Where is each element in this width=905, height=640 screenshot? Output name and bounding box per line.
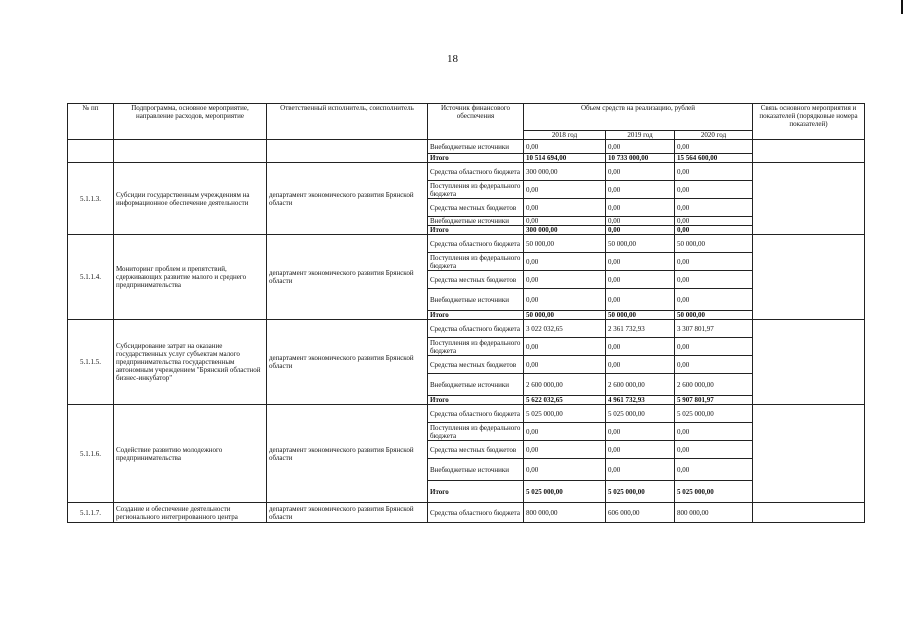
value-cell: 800 000,00: [524, 503, 606, 523]
value-cell: 300 000,00: [524, 226, 606, 235]
item-executor: департамент экономического развития Брянской области: [267, 405, 428, 503]
header-year: 2019 год: [606, 131, 675, 140]
value-cell: 15 564 600,00: [675, 154, 753, 163]
value-cell: 0,00: [675, 181, 753, 199]
source-cell: Итого: [428, 396, 524, 405]
value-cell: 2 600 000,00: [606, 374, 675, 396]
value-cell: 0,00: [524, 253, 606, 271]
page-number: 18: [447, 53, 458, 65]
value-cell: 0,00: [606, 199, 675, 217]
source-cell: Итого: [428, 311, 524, 320]
header-link: Связь основного мероприятия и показателей (порядковые номера показателей): [753, 104, 865, 140]
value-cell: 0,00: [606, 163, 675, 181]
value-cell: 0,00: [606, 181, 675, 199]
value-cell: 0,00: [675, 338, 753, 356]
source-cell: Средства местных бюджетов: [428, 271, 524, 289]
source-cell: Средства областного бюджета: [428, 320, 524, 338]
value-cell: 3 307 801,97: [675, 320, 753, 338]
value-cell: 0,00: [524, 459, 606, 481]
source-cell: Внебюджетные источники: [428, 459, 524, 481]
value-cell: 5 025 000,00: [524, 481, 606, 503]
source-cell: Поступления из федерального бюджета: [428, 181, 524, 199]
value-cell: 0,00: [606, 441, 675, 459]
value-cell: 0,00: [524, 356, 606, 374]
source-cell: Средства местных бюджетов: [428, 199, 524, 217]
source-cell: Средства областного бюджета: [428, 163, 524, 181]
source-cell: Внебюджетные источники: [428, 140, 524, 154]
value-cell: 0,00: [675, 459, 753, 481]
header-year: 2018 год: [524, 131, 606, 140]
source-cell: Средства областного бюджета: [428, 405, 524, 423]
item-program: Мониторинг проблем и препятствий, сдерживающих развитие малого и среднего предпринимательства: [114, 235, 267, 320]
link-cell: [753, 235, 865, 320]
value-cell: 0,00: [606, 253, 675, 271]
value-cell: 3 022 032,65: [524, 320, 606, 338]
header-executor: Ответственный исполнитель, соисполнитель: [267, 104, 428, 140]
value-cell: 0,00: [524, 181, 606, 199]
header-year: 2020 год: [675, 131, 753, 140]
item-program: Создание и обеспечение деятельности регионального интегрированного центра: [114, 503, 267, 523]
source-cell: Средства местных бюджетов: [428, 356, 524, 374]
value-cell: 5 025 000,00: [675, 481, 753, 503]
value-cell: 0,00: [675, 199, 753, 217]
value-cell: 5 907 801,97: [675, 396, 753, 405]
value-cell: 5 025 000,00: [606, 405, 675, 423]
value-cell: 50 000,00: [606, 311, 675, 320]
value-cell: 2 600 000,00: [524, 374, 606, 396]
source-cell: Средства областного бюджета: [428, 503, 524, 523]
header-volume: Объем средств на реализацию, рублей: [524, 104, 753, 131]
value-cell: 606 000,00: [606, 503, 675, 523]
value-cell: 50 000,00: [524, 311, 606, 320]
value-cell: 0,00: [606, 459, 675, 481]
value-cell: 0,00: [675, 356, 753, 374]
value-cell: 5 025 000,00: [524, 405, 606, 423]
source-row: [68, 405, 865, 423]
value-cell: 0,00: [524, 423, 606, 441]
header-program: Подпрограмма, основное мероприятие, направление расходов, мероприятие: [114, 104, 267, 140]
source-cell: Итого: [428, 154, 524, 163]
link-cell: [753, 320, 865, 405]
value-cell: 0,00: [606, 423, 675, 441]
link-cell: [753, 140, 865, 163]
value-cell: 2 600 000,00: [675, 374, 753, 396]
value-cell: 0,00: [524, 289, 606, 311]
value-cell: 0,00: [524, 199, 606, 217]
value-cell: 0,00: [606, 289, 675, 311]
item-program: Содействие развитию молодежного предпринимательства: [114, 405, 267, 503]
value-cell: 50 000,00: [524, 235, 606, 253]
value-cell: 5 622 032,65: [524, 396, 606, 405]
value-cell: 0,00: [524, 338, 606, 356]
link-cell: [753, 405, 865, 503]
value-cell: 10 514 694,00: [524, 154, 606, 163]
source-cell: Итого: [428, 481, 524, 503]
value-cell: 0,00: [675, 217, 753, 226]
item-executor: департамент экономического развития Брянской области: [267, 503, 428, 523]
source-cell: Внебюджетные источники: [428, 374, 524, 396]
value-cell: 0,00: [606, 271, 675, 289]
value-cell: 0,00: [675, 289, 753, 311]
item-number: 5.1.1.7.: [68, 503, 114, 523]
value-cell: 5 025 000,00: [675, 405, 753, 423]
value-cell: 0,00: [675, 441, 753, 459]
value-cell: 300 000,00: [524, 163, 606, 181]
blank-cell: [267, 140, 428, 163]
source-cell: Внебюджетные источники: [428, 289, 524, 311]
item-executor: департамент экономического развития Брянской области: [267, 163, 428, 235]
value-cell: 0,00: [606, 217, 675, 226]
link-cell: [753, 163, 865, 235]
value-cell: 5 025 000,00: [606, 481, 675, 503]
item-number: 5.1.1.6.: [68, 405, 114, 503]
blank-cell: [114, 140, 267, 163]
value-cell: 0,00: [606, 356, 675, 374]
source-cell: Средства местных бюджетов: [428, 441, 524, 459]
value-cell: 2 361 732,93: [606, 320, 675, 338]
source-row: [68, 163, 865, 181]
link-cell: [753, 503, 865, 523]
source-cell: Внебюджетные источники: [428, 217, 524, 226]
source-cell: Итого: [428, 226, 524, 235]
source-cell: Поступления из федерального бюджета: [428, 338, 524, 356]
value-cell: 0,00: [606, 226, 675, 235]
item-executor: департамент экономического развития Брянской области: [267, 235, 428, 320]
value-cell: 0,00: [524, 441, 606, 459]
header-num: № пп: [68, 104, 114, 140]
scan-edge-mark: [901, 0, 903, 14]
source-row: [68, 140, 865, 154]
value-cell: 0,00: [606, 140, 675, 154]
item-number: 5.1.1.4.: [68, 235, 114, 320]
source-row: [68, 503, 865, 523]
value-cell: 0,00: [675, 163, 753, 181]
blank-cell: [68, 140, 114, 163]
source-row: [68, 235, 865, 253]
source-cell: Поступления из федерального бюджета: [428, 423, 524, 441]
value-cell: 0,00: [524, 140, 606, 154]
value-cell: 50 000,00: [606, 235, 675, 253]
value-cell: 0,00: [675, 226, 753, 235]
value-cell: 0,00: [675, 423, 753, 441]
value-cell: 0,00: [675, 253, 753, 271]
value-cell: 0,00: [675, 271, 753, 289]
item-number: 5.1.1.5.: [68, 320, 114, 405]
value-cell: 0,00: [675, 140, 753, 154]
header-source: Источник финансового обеспечения: [428, 104, 524, 140]
value-cell: 0,00: [524, 217, 606, 226]
value-cell: 50 000,00: [675, 235, 753, 253]
item-number: 5.1.1.3.: [68, 163, 114, 235]
value-cell: 10 733 000,00: [606, 154, 675, 163]
source-cell: Средства областного бюджета: [428, 235, 524, 253]
budget-table: [67, 103, 865, 523]
value-cell: 800 000,00: [675, 503, 753, 523]
source-row: [68, 320, 865, 338]
value-cell: 0,00: [606, 338, 675, 356]
value-cell: 0,00: [524, 271, 606, 289]
value-cell: 50 000,00: [675, 311, 753, 320]
item-program: Субсидирование затрат на оказание государственных услуг субъектам малого предпринимательства государственным автономным учреждением "Брянский областной бизнес-инкубатор": [114, 320, 267, 405]
source-cell: Поступления из федерального бюджета: [428, 253, 524, 271]
item-program: Субсидии государственным учреждениям на информационное обеспечение деятельности: [114, 163, 267, 235]
value-cell: 4 961 732,93: [606, 396, 675, 405]
item-executor: департамент экономического развития Брянской области: [267, 320, 428, 405]
